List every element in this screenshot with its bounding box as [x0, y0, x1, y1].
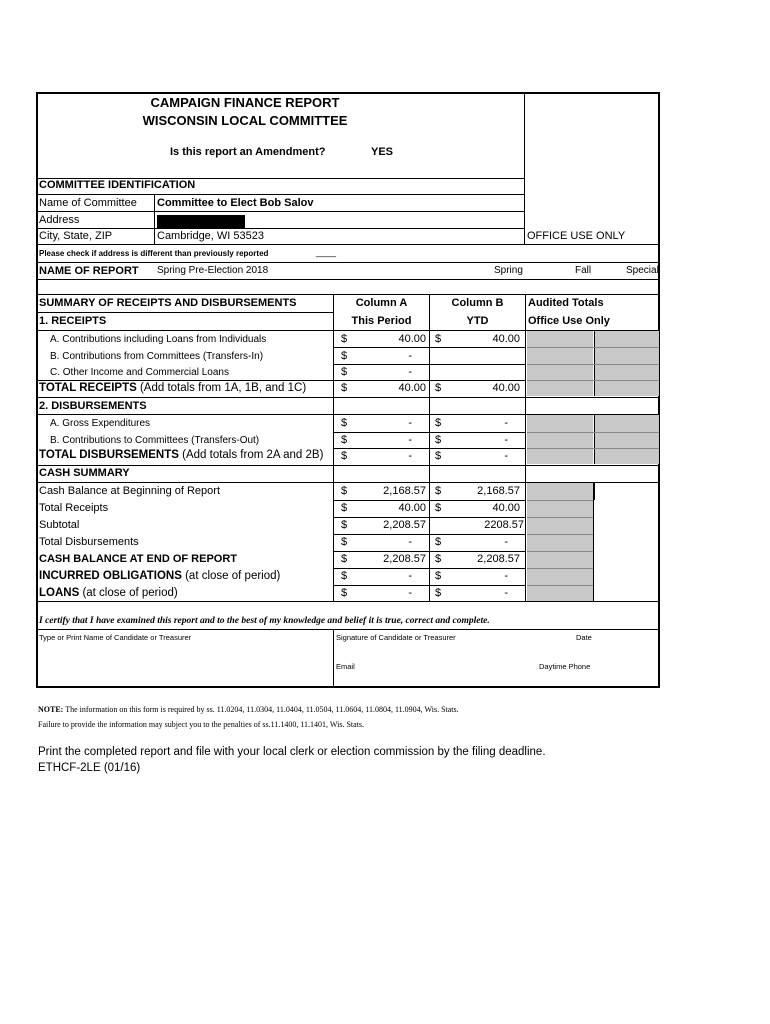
- dollar-sign: $: [341, 570, 348, 582]
- dollar-sign: $: [341, 553, 348, 565]
- address-change-checkbox[interactable]: ____: [316, 247, 337, 257]
- cash-row-col-a[interactable]: 2,168.57: [383, 485, 426, 497]
- disbursement-row-label: A. Gross Expenditures: [50, 418, 151, 429]
- form-title-line2: WISCONSIN LOCAL COMMITTEE: [142, 113, 348, 128]
- summary-title: SUMMARY OF RECEIPTS AND DISBURSEMENTS: [39, 297, 297, 309]
- legal-note-bold: NOTE:: [38, 705, 64, 714]
- loans-col-a[interactable]: -: [408, 587, 412, 599]
- incurred-note: (at close of period): [181, 570, 281, 582]
- cash-row-col-a[interactable]: -: [408, 536, 412, 548]
- signature-label: Signature of Candidate or Treasurer: [336, 633, 456, 642]
- cash-row-label: Total Disbursements: [39, 536, 139, 548]
- dollar-sign: $: [435, 485, 442, 497]
- committee-section-title: COMMITTEE IDENTIFICATION: [39, 179, 196, 191]
- amendment-question: Is this report an Amendment?: [170, 146, 326, 158]
- total-disbursements-label: [39, 450, 323, 462]
- address-label: Address: [39, 214, 80, 226]
- print-name-label: Type or Print Name of Candidate or Treasurer: [39, 633, 192, 642]
- col-b-header-line2: YTD: [466, 315, 489, 327]
- phone-label: Daytime Phone: [539, 662, 591, 671]
- cash-row-label: Cash Balance at Beginning of Report: [39, 485, 221, 497]
- incurred-col-a[interactable]: -: [408, 570, 412, 582]
- disbursement-row-col-a[interactable]: -: [408, 434, 412, 446]
- total-receipts-note: (Add totals from 1A, 1B, and 1C): [136, 382, 307, 394]
- total-disbursements-col-a[interactable]: -: [408, 450, 412, 462]
- loans-col-b[interactable]: -: [504, 587, 508, 599]
- col-a-header-line1: Column A: [355, 297, 408, 309]
- dollar-sign: $: [435, 417, 442, 429]
- committee-name-label: Name of Committee: [39, 197, 137, 209]
- cash-row-col-b[interactable]: 2,168.57: [477, 485, 520, 497]
- total-receipts-col-b[interactable]: 40.00: [492, 382, 520, 394]
- certification-statement: I certify that I have examined this report and to the best of my knowledge and belief it is true, correct and complete.: [39, 616, 490, 626]
- dollar-sign: $: [435, 502, 442, 514]
- report-option-fall[interactable]: Fall: [575, 265, 592, 276]
- city-label: City, State, ZIP: [39, 230, 113, 242]
- disbursement-row-label: B. Contributions to Committees (Transfers-Out): [50, 435, 260, 446]
- total-disbursements-bold: TOTAL DISBURSEMENTS: [39, 449, 179, 461]
- cash-summary-title: CASH SUMMARY: [39, 467, 130, 479]
- disbursement-row-col-a[interactable]: -: [408, 417, 412, 429]
- legal-note-text: The information on this form is required by ss. 11.0204, 11.0304, 11.0404, 11.0504, 11.0604, 11.0804, 11.0904, Wis. Stats.: [63, 705, 459, 714]
- total-disbursements-note: (Add totals from 2A and 2B): [178, 449, 324, 461]
- incurred-col-b[interactable]: -: [504, 570, 508, 582]
- cash-row-label: CASH BALANCE AT END OF REPORT: [39, 553, 237, 565]
- address-redacted: [157, 215, 245, 228]
- dollar-sign: $: [341, 450, 348, 462]
- dollar-sign: $: [341, 519, 348, 531]
- receipt-row-col-b[interactable]: 40.00: [492, 333, 520, 345]
- dollar-sign: $: [435, 570, 442, 582]
- incurred-obligations-label: [39, 571, 280, 583]
- dollar-sign: $: [341, 366, 348, 378]
- cash-row-label: Subtotal: [39, 519, 80, 531]
- cash-row-col-a[interactable]: 2,208.57: [383, 553, 426, 565]
- total-receipts-bold: TOTAL RECEIPTS: [39, 382, 137, 394]
- dollar-sign: $: [341, 434, 348, 446]
- report-option-spring[interactable]: Spring: [494, 265, 523, 276]
- loans-label: [39, 588, 178, 600]
- dollar-sign: $: [341, 417, 348, 429]
- dollar-sign: $: [341, 485, 348, 497]
- disbursement-row-col-b[interactable]: -: [504, 417, 508, 429]
- col-b-header-line1: Column B: [451, 297, 504, 309]
- dollar-sign: $: [341, 587, 348, 599]
- receipt-row-label: A. Contributions including Loans from Individuals: [50, 334, 267, 345]
- dollar-sign: $: [435, 450, 442, 462]
- cash-row-col-b[interactable]: 2,208.57: [477, 553, 520, 565]
- col-a-header-line2: This Period: [351, 315, 412, 327]
- dollar-sign: $: [435, 434, 442, 446]
- email-label: Email: [336, 662, 355, 671]
- audit-header-line1: Audited Totals: [528, 297, 604, 309]
- city-value[interactable]: Cambridge, WI 53523: [157, 230, 264, 242]
- disbursement-row-col-b[interactable]: -: [504, 434, 508, 446]
- audit-header-line2: Office Use Only: [528, 315, 610, 327]
- cash-row-label: Total Receipts: [39, 502, 109, 514]
- dollar-sign: $: [341, 536, 348, 548]
- print-instruction: Print the completed report and file with your local clerk or election commission by the filing deadline.: [38, 746, 546, 758]
- receipt-row-col-a[interactable]: -: [408, 350, 412, 362]
- report-name-value[interactable]: Spring Pre-Election 2018: [157, 265, 269, 276]
- total-disbursements-col-b[interactable]: -: [504, 450, 508, 462]
- dollar-sign: $: [341, 382, 348, 394]
- receipt-row-label: B. Contributions from Committees (Transfers-In): [50, 351, 264, 362]
- amendment-answer[interactable]: YES: [371, 146, 394, 158]
- dollar-sign: $: [435, 553, 442, 565]
- form-id: ETHCF-2LE (01/16): [38, 762, 141, 774]
- dollar-sign: $: [435, 382, 442, 394]
- receipt-row-label: C. Other Income and Commercial Loans: [50, 367, 229, 378]
- report-option-special[interactable]: Special: [626, 265, 659, 276]
- dollar-sign: $: [435, 587, 442, 599]
- committee-name-value[interactable]: Committee to Elect Bob Salov: [157, 197, 314, 209]
- total-receipts-label: [39, 383, 306, 395]
- dollar-sign: $: [341, 350, 348, 362]
- loans-bold: LOANS: [39, 587, 80, 599]
- dollar-sign: $: [435, 333, 442, 345]
- office-use-only: OFFICE USE ONLY: [527, 230, 626, 242]
- receipt-row-col-a[interactable]: -: [408, 366, 412, 378]
- legal-note: [38, 706, 459, 714]
- dollar-sign: $: [341, 502, 348, 514]
- address-change-note: Please check if address is different than previously reported: [39, 249, 269, 258]
- date-label: Date: [576, 633, 592, 642]
- loans-note: (at close of period): [79, 587, 178, 599]
- cash-row-col-b[interactable]: 40.00: [492, 502, 520, 514]
- cash-row-col-b[interactable]: -: [504, 536, 508, 548]
- receipts-title: 1. RECEIPTS: [39, 315, 107, 327]
- incurred-bold: INCURRED OBLIGATIONS: [39, 570, 182, 582]
- legal-note-line2: Failure to provide the information may subject you to the penalties of ss.11.1400, 11.1401, Wis. Stats.: [38, 720, 365, 729]
- dollar-sign: $: [435, 536, 442, 548]
- receipt-row-col-a[interactable]: 40.00: [398, 333, 426, 345]
- cash-row-col-a[interactable]: 2,208.57: [383, 519, 426, 531]
- form-title-line1: CAMPAIGN FINANCE REPORT: [150, 95, 340, 110]
- cash-row-col-a[interactable]: 40.00: [398, 502, 426, 514]
- cash-row-col-b[interactable]: 2208.57: [484, 519, 524, 531]
- disbursements-title: 2. DISBURSEMENTS: [39, 400, 147, 412]
- report-name-label: NAME OF REPORT: [39, 265, 139, 277]
- total-receipts-col-a[interactable]: 40.00: [398, 382, 426, 394]
- dollar-sign: $: [341, 333, 348, 345]
